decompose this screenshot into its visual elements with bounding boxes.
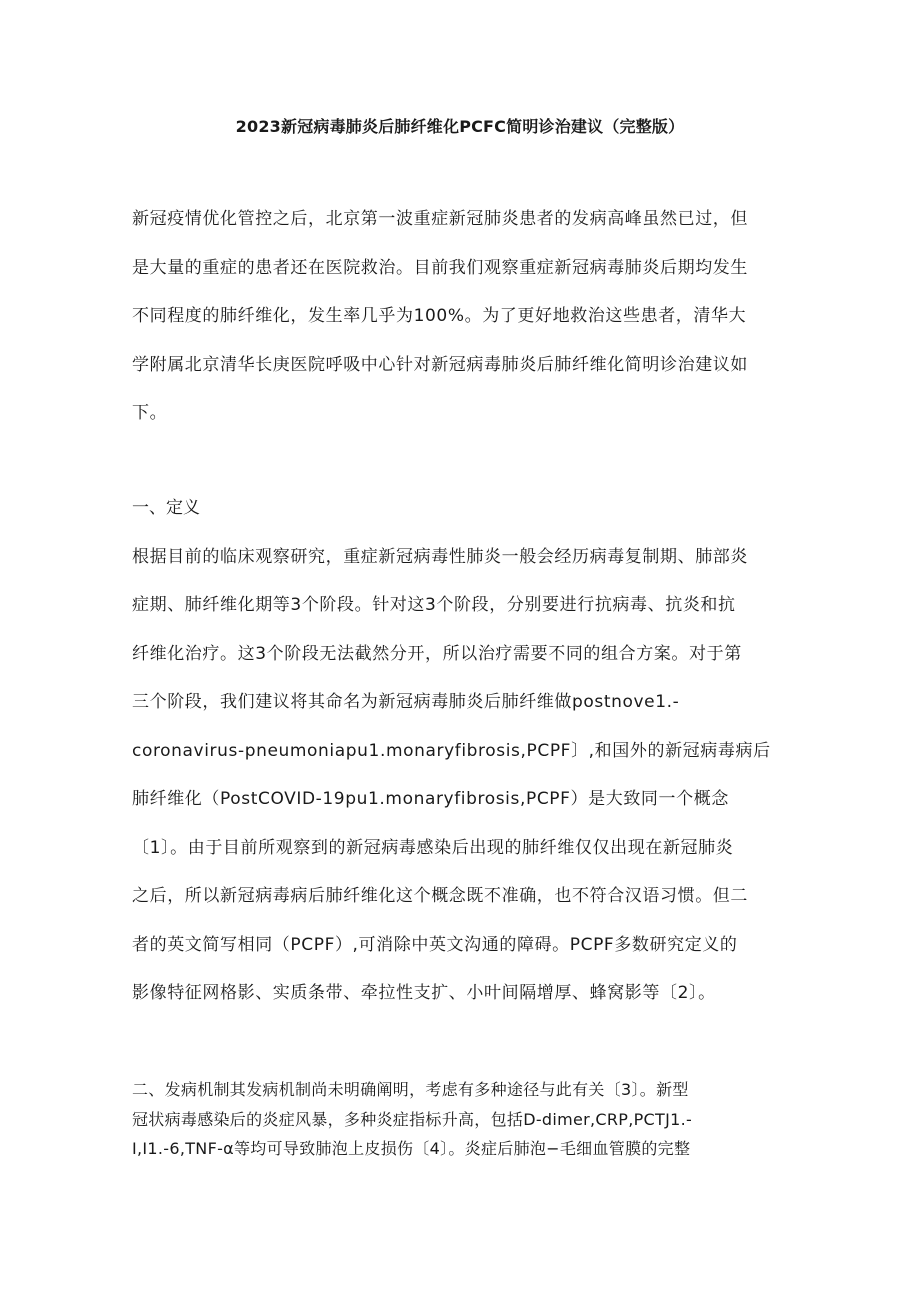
section-heading-definition: 一、定义 <box>132 498 200 518</box>
paragraph-line: coronavirus-pneumoniapu1.monaryfibrosis,PCPF〕,和国外的新冠病毒病后 <box>132 741 771 761</box>
paragraph-line: I,I1.-6,TNF-α等均可导致肺泡上皮损伤〔4〕。炎症后肺泡−毛细血管膜的完整 <box>132 1139 691 1158</box>
paragraph-line: 之后，所以新冠病毒病后肺纤维化这个概念既不准确，也不符合汉语习惯。但二 <box>132 886 748 906</box>
paragraph-line: 是大量的重症的患者还在医院救治。目前我们观察重症新冠病毒肺炎后期均发生 <box>132 258 748 278</box>
paragraph-line: 新冠疫情优化管控之后，北京第一波重症新冠肺炎患者的发病高峰虽然已过，但 <box>132 209 748 229</box>
paragraph-line: 二、发病机制其发病机制尚未明确阐明，考虑有多种途径与此有关〔3〕。新型 <box>132 1080 689 1099</box>
paragraph-line: 纤维化治疗。这3个阶段无法截然分开，所以治疗需要不同的组合方案。对于第 <box>132 644 742 664</box>
document-title: 2023新冠病毒肺炎后肺纤维化PCFC简明诊治建议（完整版） <box>235 117 685 136</box>
paragraph-line: 根据目前的临床观察研究，重症新冠病毒性肺炎一般会经历病毒复制期、肺部炎 <box>132 547 748 567</box>
paragraph-line: 冠状病毒感染后的炎症风暴，多种炎症指标升高，包括D-dimer,CRP,PCTJ1.- <box>132 1110 693 1129</box>
paragraph-line: 者的英文简写相同（PCPF）,可消除中英文沟通的障碍。PCPF多数研究定义的 <box>132 935 738 955</box>
paragraph-line: 学附属北京清华长庚医院呼吸中心针对新冠病毒肺炎后肺纤维化简明诊治建议如 <box>132 355 748 375</box>
paragraph-line: 症期、肺纤维化期等3个阶段。针对这3个阶段，分别要进行抗病毒、抗炎和抗 <box>132 595 736 615</box>
paragraph-line: 不同程度的肺纤维化，发生率几乎为100%。为了更好地救治这些患者，清华大 <box>132 306 747 326</box>
paragraph-line: 下。 <box>132 403 168 423</box>
paragraph-line: 〔1〕。由于目前所观察到的新冠病毒感染后出现的肺纤维仅仅出现在新冠肺炎 <box>132 838 734 858</box>
paragraph-line: 影像特征网格影、实质条带、牵拉性支扩、小叶间隔增厚、蜂窝影等〔2〕。 <box>132 983 716 1003</box>
paragraph-line: 肺纤维化（PostCOVID-19pu1.monaryfibrosis,PCPF）是大致同一个概念 <box>132 789 729 809</box>
paragraph-line: 三个阶段，我们建议将其命名为新冠病毒肺炎后肺纤维做postnove1.- <box>132 692 680 712</box>
